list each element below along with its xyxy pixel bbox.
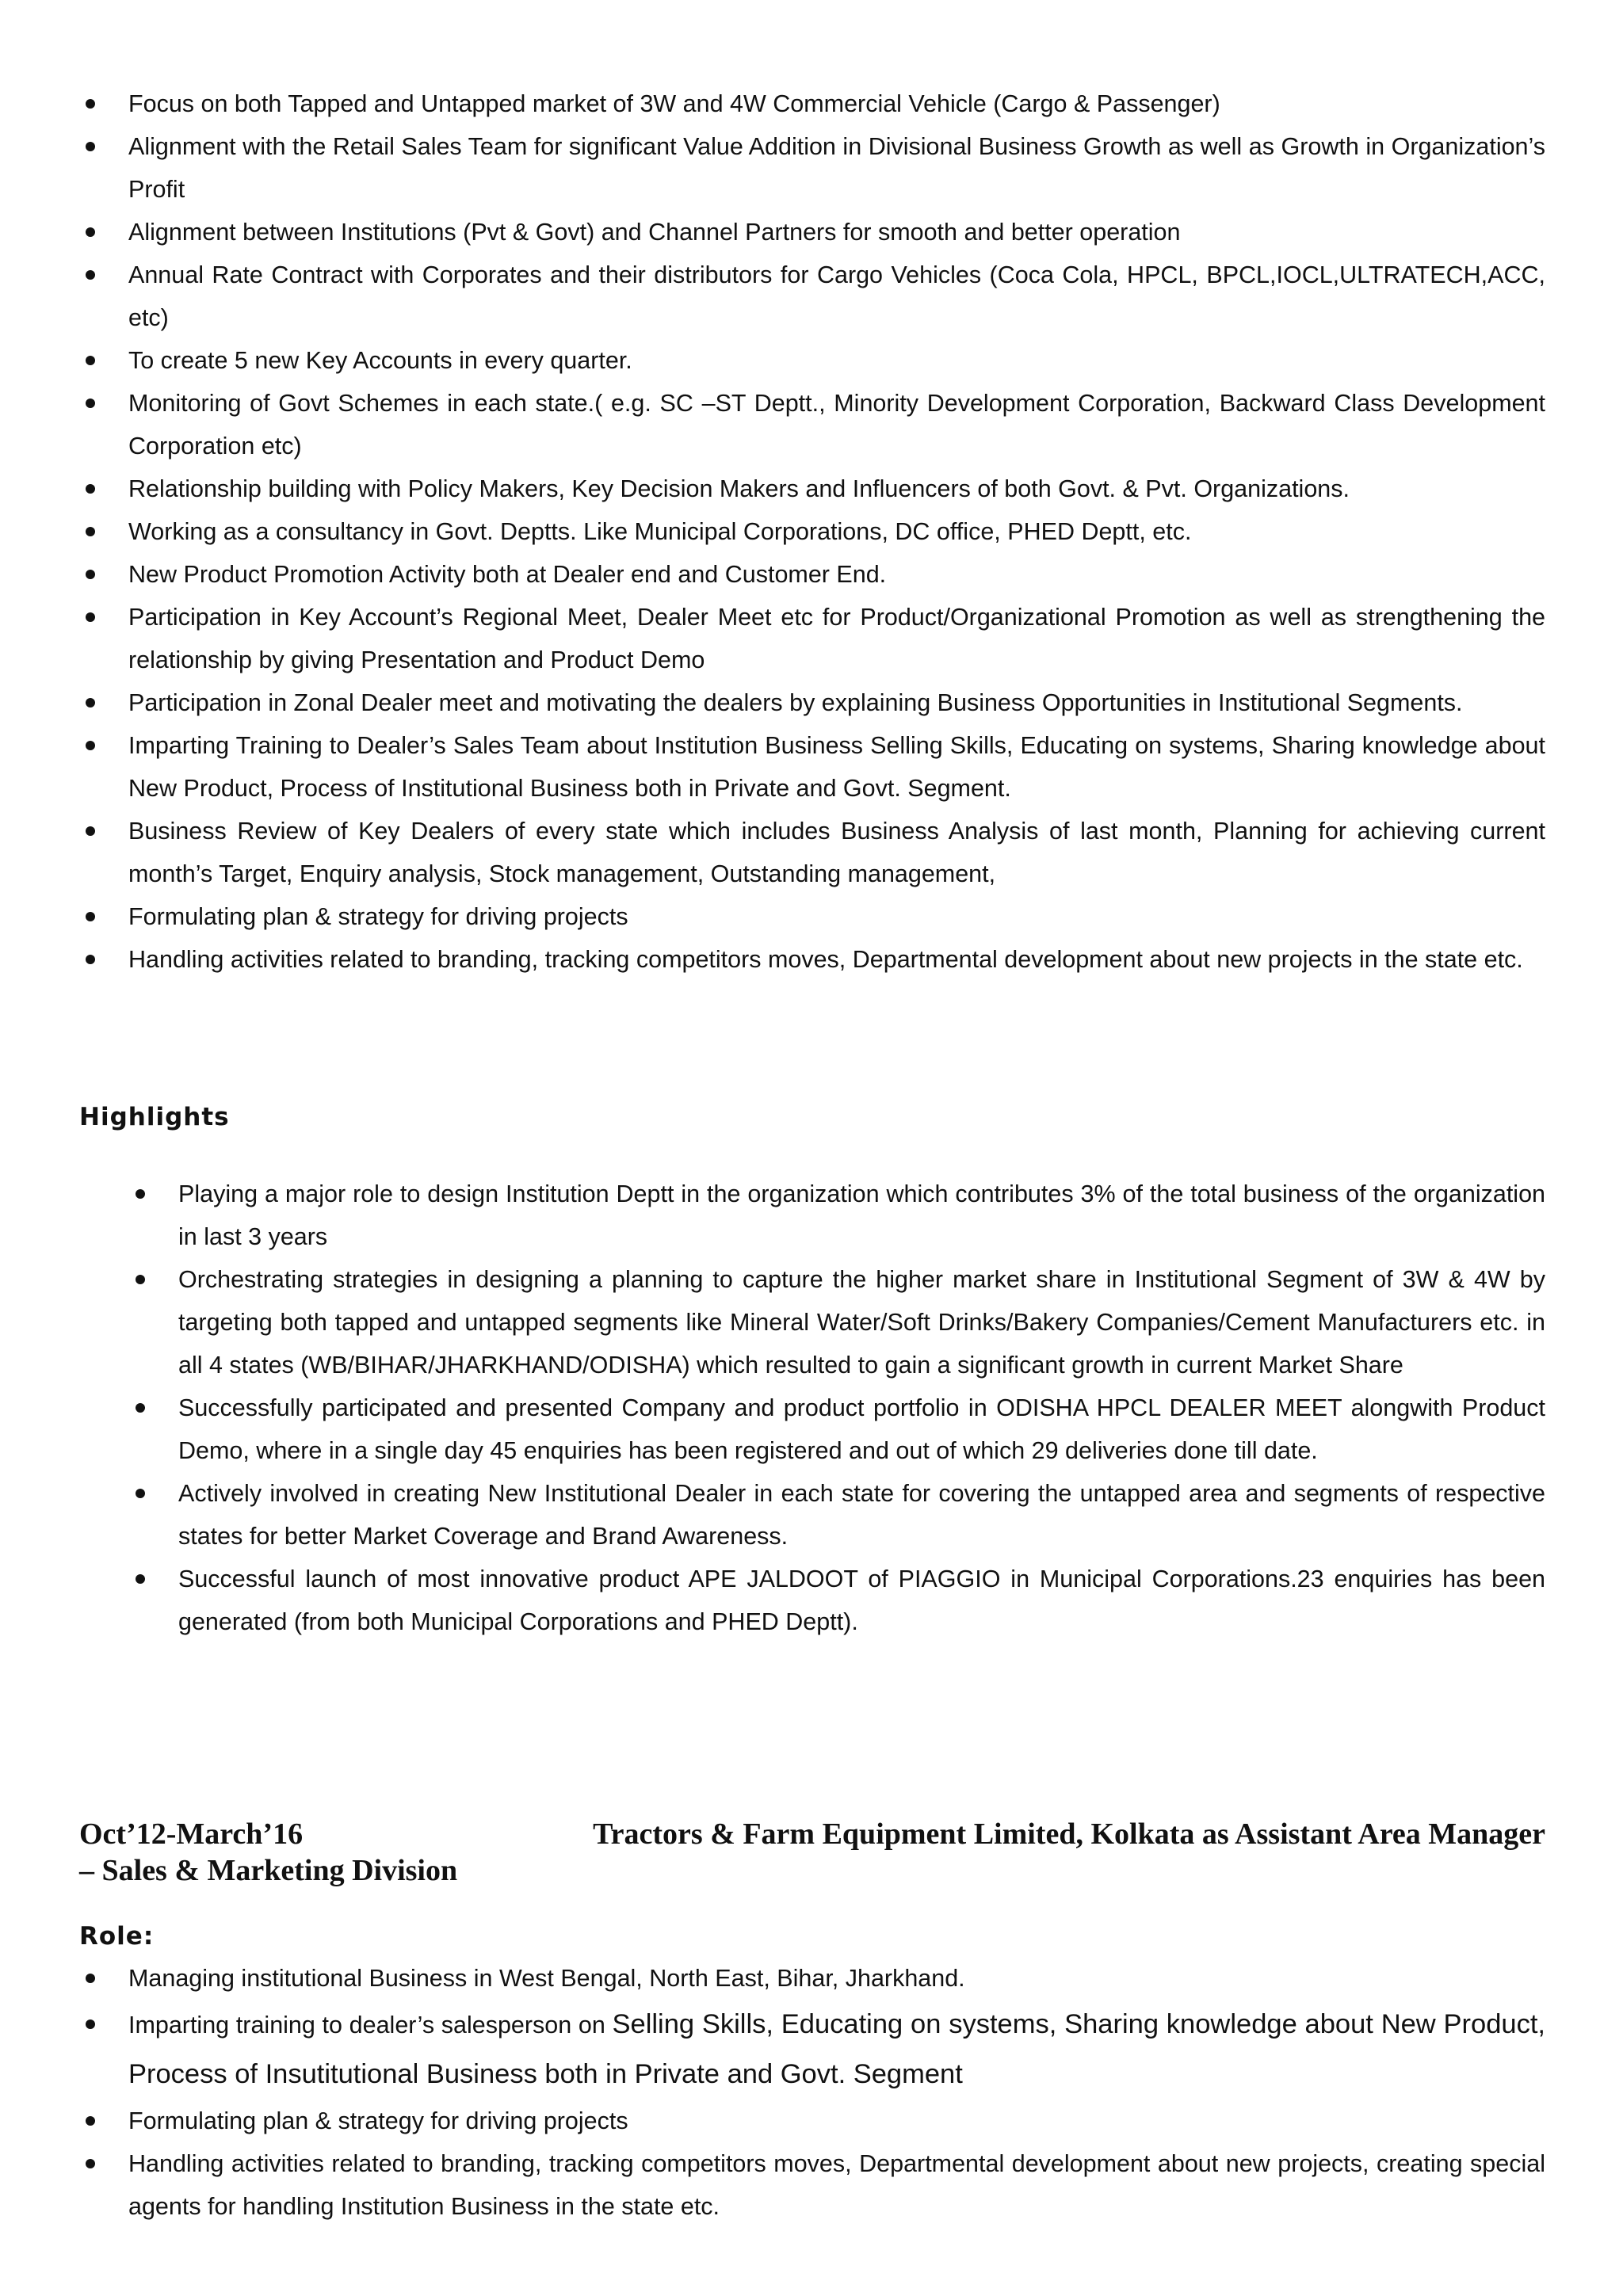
job-title: Tractors & Farm Equipment Limited, Kolkata as Assistant Area Manager	[593, 1817, 1545, 1851]
list-item: To create 5 new Key Accounts in every quarter.	[128, 339, 1545, 382]
list-item: Handling activities related to branding, tracking competitors moves, Departmental development about new projects, creating special agents for handling Institution Business in the state etc.	[128, 2142, 1545, 2228]
job-division: – Sales & Marketing Division	[79, 1854, 458, 1887]
list-item: Working as a consultancy in Govt. Deptts. Like Municipal Corporations, DC office, PHED Deptt, etc.	[128, 510, 1545, 553]
role-heading: Role:	[79, 1922, 155, 1951]
highlights-heading: Highlights	[79, 1103, 230, 1131]
list-item: New Product Promotion Activity both at Dealer end and Customer End.	[128, 553, 1545, 596]
list-item: Playing a major role to design Institution Deptt in the organization which contributes 3% of the total business of the organization in last 3 years	[178, 1173, 1545, 1258]
list-item: Formulating plan & strategy for driving projects	[128, 895, 1545, 938]
list-item: Successful launch of most innovative product APE JALDOOT of PIAGGIO in Municipal Corporations.23 enquiries has been generated (from both Municipal Corporations and PHED Deptt).	[178, 1558, 1545, 1643]
list-item: Relationship building with Policy Makers, Key Decision Makers and Influencers of both Govt. & Pvt. Organizations.	[128, 467, 1545, 510]
job-period: Oct’12-March’16	[79, 1817, 304, 1851]
role-list	[128, 1957, 1545, 2228]
list-item: Participation in Zonal Dealer meet and motivating the dealers by explaining Business Opportunities in Institutional Segments.	[128, 681, 1545, 724]
job-title-block	[79, 1816, 1545, 1889]
responsibilities-list	[128, 82, 1545, 981]
list-item: Participation in Key Account’s Regional Meet, Dealer Meet etc for Product/Organizational Promotion as well as strengthening the relationship by giving Presentation and Product Demo	[128, 596, 1545, 681]
list-item: Alignment with the Retail Sales Team for significant Value Addition in Divisional Business Growth as well as Growth in Organization’s Profit	[128, 125, 1545, 211]
list-item: Alignment between Institutions (Pvt & Govt) and Channel Partners for smooth and better operation	[128, 211, 1545, 254]
list-item: Focus on both Tapped and Untapped market of 3W and 4W Commercial Vehicle (Cargo & Passenger)	[128, 82, 1545, 125]
list-item: Formulating plan & strategy for driving projects	[128, 2100, 1545, 2142]
list-item: Actively involved in creating New Institutional Dealer in each state for covering the untapped area and segments of respective states for better Market Coverage and Brand Awareness.	[178, 1472, 1545, 1558]
list-item: Orchestrating strategies in designing a planning to capture the higher market share in Institutional Segment of 3W & 4W by targeting both tapped and untapped segments like Mineral Water/Soft Drinks/Bakery Companies/Cement Manufacturers etc. in all 4 states (WB/BIHAR/JHARKHAND/ODISHA) which resulted to gain a significant growth in current Market Share	[178, 1258, 1545, 1386]
list-item: Handling activities related to branding, tracking competitors moves, Departmental development about new projects in the state etc.	[128, 938, 1545, 981]
list-item: Managing institutional Business in West Bengal, North East, Bihar, Jharkhand.	[128, 1957, 1545, 2000]
list-item	[128, 2000, 1545, 2100]
list-item: Annual Rate Contract with Corporates and their distributors for Cargo Vehicles (Coca Cola, HPCL, BPCL,IOCL,ULTRATECH,ACC, etc)	[128, 254, 1545, 339]
highlights-list	[178, 1173, 1545, 1643]
list-item: Successfully participated and presented Company and product portfolio in ODISHA HPCL DEALER MEET alongwith Product Demo, where in a single day 45 enquiries has been registered and out of which 29 deliveries done till date.	[178, 1386, 1545, 1472]
list-item-lead: Imparting training to dealer’s salesperson on	[128, 2012, 613, 2039]
list-item: Business Review of Key Dealers of every state which includes Business Analysis of last month, Planning for achieving current month’s Target, Enquiry analysis, Stock management, Outstanding management,	[128, 810, 1545, 895]
list-item: Imparting Training to Dealer’s Sales Team about Institution Business Selling Skills, Educating on systems, Sharing knowledge about New Product, Process of Institutional Business both in Private and Govt. Segment.	[128, 724, 1545, 810]
list-item: Monitoring of Govt Schemes in each state.( e.g. SC –ST Deptt., Minority Development Corporation, Backward Class Development Corporation etc)	[128, 382, 1545, 467]
list-item-emphasis: Selling Skills, Educating on systems, Sharing knowledge about New Product, Process of Insutitutional Business both in Private and Govt. Segment	[128, 2009, 1545, 2089]
